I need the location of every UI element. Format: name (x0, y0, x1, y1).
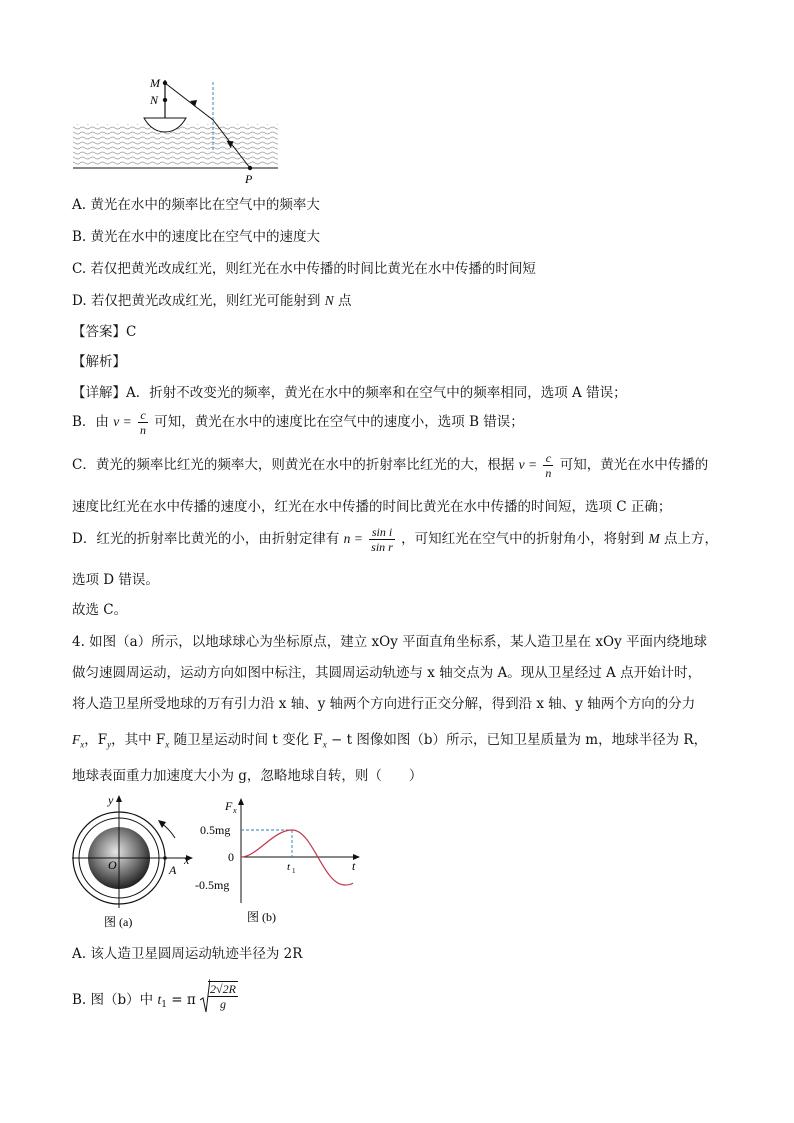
Fx-1: F (72, 732, 81, 747)
option-3b: B. 黄光在水中的速度比在空气中的速度大 (72, 229, 321, 245)
v-equals: v = (113, 414, 132, 429)
fig-a-label-x: x (184, 853, 190, 867)
sqrt-num: 2√2R (210, 982, 236, 996)
detail-2-pre: B．由 (72, 414, 109, 430)
detail-line-6: 选项 D 错误。 (72, 572, 159, 588)
detail-line-3 (72, 450, 708, 480)
fb-vertical-arrow (238, 798, 244, 805)
option-4b-pre: B. 图（b）中 (72, 991, 154, 1008)
refraction-figure (70, 70, 285, 188)
analysis-title: 【解析】 (72, 354, 126, 370)
Fx-2-sub: x (165, 739, 170, 750)
detail-2-post: 可知，黄光在水中的速度比在空气中的速度小，选项 B 错误； (154, 414, 524, 430)
option-4b-t1: t (157, 991, 162, 1007)
figure-a-orbit (70, 790, 200, 930)
fb-label-F-sub: x (233, 806, 237, 815)
fb-label-t1: t (287, 861, 291, 873)
fb-tick-neg: -0.5mg (195, 878, 230, 892)
fraction-c-over-n (138, 408, 148, 437)
option-3d (72, 289, 352, 309)
detail-3-post: 可知，黄光在水中传播的 (559, 457, 709, 473)
option-3d-var: N (324, 293, 334, 308)
Fy-sub: y (107, 739, 112, 750)
detail-line-5 (72, 524, 718, 554)
detail-5-pre: D．红光的折射率比黄光的小，由折射定律有 (72, 531, 340, 547)
frac-den-n-2: n (545, 466, 552, 480)
frac-num-c-2: c (543, 451, 553, 466)
conclusion: 故选 C。 (72, 602, 128, 618)
frac-num-sini: sin i (369, 525, 395, 540)
detail-line-2 (72, 407, 524, 437)
v-equals-2: v = (518, 457, 538, 472)
q4-4d: 随卫星运动时间 t 变化 F (169, 732, 323, 748)
point-A (163, 856, 167, 860)
option-4b-eq: = π (166, 991, 196, 1008)
q4-4e: − t 图像如图（b）所示，已知卫星质量为 m，地球半径为 R， (326, 732, 708, 748)
option-4b-t1-sub: 1 (161, 1000, 167, 1011)
q4-4b: ，F (84, 732, 108, 748)
fig-a-label-O: O (108, 858, 117, 872)
motion-arrow (158, 820, 166, 828)
fig-a-label-A: A (169, 863, 177, 877)
fraction-sin (369, 525, 395, 554)
option-4b (72, 978, 240, 1014)
y-axis-arrow (116, 795, 122, 802)
fraction-c-over-n-2 (543, 451, 553, 480)
detail-5-var: M (648, 531, 660, 546)
option-3d-post: 点 (338, 293, 352, 309)
q4-line-5: 地球表面重力加速度大小为 g，忽略地球自转，则（ ） (72, 768, 423, 784)
fb-label-t: t (352, 859, 356, 873)
option-3a: A. 黄光在水中的频率比在空气中的频率大 (72, 197, 320, 213)
detail-line-4: 速度比红光在水中传播的速度小，红光在水中传播的时间比黄光在水中传播的时间短，选项 C 正确； (72, 499, 672, 515)
fig-a-caption: 图 (a) (104, 915, 133, 929)
n-equals: n = (343, 531, 363, 546)
fb-tick-pos: 0.5mg (200, 823, 231, 837)
q4-line-4 (72, 728, 707, 750)
option-3d-text: D. 若仅把黄光改成红光，则红光可能射到 (72, 293, 321, 309)
label-P: P (245, 172, 253, 186)
fb-label-t1-sub: 1 (292, 867, 296, 875)
detail-line-1: 【详解】A．折射不改变光的频率，黄光在水中的频率和在空气中的频率相同，选项 A 错误； (72, 385, 627, 401)
detail-5-post: 点上方， (664, 531, 718, 547)
detail-5-mid: ，可知红光在空气中的折射角小，将射到 (401, 531, 645, 547)
water-region (73, 124, 278, 166)
label-N: N (150, 93, 159, 107)
Fx-1-sub: x (80, 739, 85, 750)
frac-den-sinr: sin r (371, 540, 393, 554)
figure-b-graph (195, 795, 365, 930)
answer-line: 【答案】C (72, 324, 137, 340)
point-N (163, 98, 167, 102)
point-P (248, 166, 252, 170)
frac-den-n: n (140, 423, 146, 437)
option-4a: A. 该人造卫星圆周运动轨迹半径为 2R (72, 946, 303, 962)
fb-label-F: F (225, 799, 233, 813)
detail-3-pre: C．黄光的频率比红光的频率大，则黄光在水中的折射率比红光的大，根据 (72, 457, 515, 473)
fig-b-caption: 图 (b) (247, 910, 276, 924)
fb-tick-zero: 0 (228, 850, 234, 864)
sqrt-den: g (219, 997, 226, 1011)
sqrt-fraction (208, 981, 238, 1011)
Fx-3-sub: x (322, 739, 327, 750)
q4-line-1: 4. 如图（a）所示，以地球球心为坐标原点，建立 xOy 平面直角坐标系，某人造卫星在 xOy 平面内绕地球 (72, 634, 707, 650)
frac-num-c: c (138, 408, 148, 423)
fig-a-label-y: y (108, 793, 114, 807)
q4-line-2: 做匀速圆周运动，运动方向如图中标注，其圆周运动轨迹与 x 轴交点为 A。现从卫星经过 A 点开始计时， (72, 665, 702, 681)
label-M: M (150, 76, 160, 90)
q4-line-3: 将人造卫星所受地球的万有引力沿 x 轴、y 轴两个方向进行正交分解，得到沿 x 轴、y 轴两个方向的分力 (72, 696, 696, 712)
q4-4c: ，其中 F (111, 732, 166, 748)
option-3c: C. 若仅把黄光改成红光，则红光在水中传播的时间比黄光在水中传播的时间短 (72, 261, 536, 277)
